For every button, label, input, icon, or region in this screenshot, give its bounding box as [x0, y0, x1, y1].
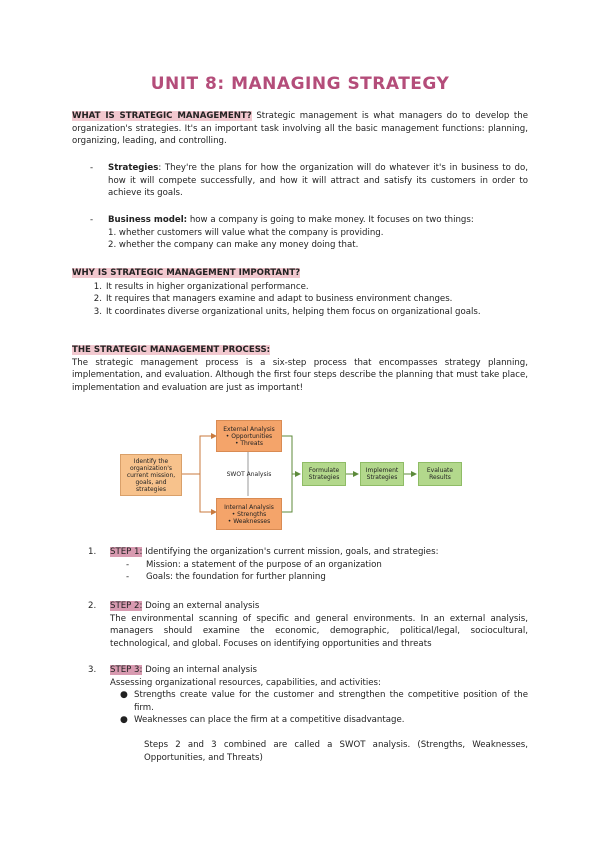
- arrow-to-external: [182, 436, 216, 474]
- step-sub-item: - Mission: a statement of the purpose of an organization: [126, 559, 382, 570]
- process-section: [72, 344, 528, 394]
- arrow-external-to-formulate: [282, 436, 300, 474]
- swot-note: Steps 2 and 3 combined are called a SWOT analysis. (Strengths, Weaknesses, Opportunities, and Threats): [144, 739, 528, 763]
- strategies-term: Strategies: [108, 163, 159, 173]
- why-item: 1. It results in higher organizational performance.: [93, 281, 309, 292]
- why-section: [72, 267, 528, 318]
- strategies-item: [90, 162, 528, 200]
- step-2: 2. STEP 2: Doing an external analysis The environmental scanning of specific and general environments. In an external analysis, managers should examine the economic, demographic, political/legal, sociocultural, technological, and global. Focuses on identifying opportunities and threats: [88, 601, 528, 649]
- process-text: The strategic management process is a six-step process that encompasses strategy planning, implementation, and evaluation. Although the first four steps describe the planning that must take place, implementation and evaluation are just as important!: [72, 357, 528, 393]
- step-3: 3. STEP 3: Doing an internal analysis Assessing organizational resources, capabilities, and activities: ● Strengths create value for the customer and strengthen the competitive position of the firm. ● Weaknesses can place the firm at a competitive disadvantage. Steps 2 and 3 combined are called a SWOT analysis. (Strengths, Weaknesses, Opportunities, and Threats): [88, 665, 528, 763]
- swot-analysis-label: SWOT Analysis: [226, 470, 272, 478]
- step-title: Doing an internal analysis: [142, 665, 257, 675]
- strategies-text: : They're the plans for how the organization will do whatever it's in business to do, how it will compete successfully, and how it will attract and satisfy its customers in order to achieve its goals.: [108, 163, 528, 199]
- step-label: STEP 1:: [110, 547, 143, 557]
- page-title: UNIT 8: MANAGING STRATEGY: [150, 74, 450, 94]
- step-bullet: ● Weaknesses can place the firm at a competitive disadvantage.: [120, 715, 405, 726]
- business-model-text: how a company is going to make money. It focuses on two things:: [187, 215, 474, 225]
- step-sub-item: - Goals: the foundation for further planning: [126, 572, 326, 583]
- step-1: 1. STEP 1: Identifying the organization's current mission, goals, and strategies: - Mission: a statement of the purpose of an organization - Goals: the foundation for further planning: [88, 546, 528, 584]
- step-label: STEP 2:: [110, 601, 143, 611]
- business-model-term: Business model:: [108, 215, 188, 225]
- external-analysis-box: External Analysis • Opportunities • Threats: [216, 420, 282, 452]
- step-title: Identifying the organization's current mission, goals, and strategies:: [142, 547, 439, 557]
- step-label: STEP 3:: [110, 665, 143, 675]
- why-item: 2. It requires that managers examine and adapt to business environment changes.: [93, 294, 453, 305]
- step-text: The environmental scanning of specific and general environments. In an external analysis, managers should examine the economic, demographic, political/legal, sociocultural, technological, and global. Focuses on identifying opportunities and threats: [110, 613, 528, 649]
- identify-box: Identify the organization's current mission, goals, and strategies: [120, 454, 182, 496]
- arrow-to-internal: [200, 474, 216, 512]
- intro-paragraph: [72, 110, 528, 148]
- arrow-internal-to-formulate: [282, 474, 292, 512]
- process-heading: THE STRATEGIC MANAGEMENT PROCESS:: [72, 345, 271, 355]
- step-title: Doing an external analysis: [142, 601, 260, 611]
- implement-strategies-box: Implement Strategies: [360, 462, 404, 486]
- process-diagram: [120, 418, 480, 533]
- business-model-item: [90, 214, 528, 252]
- formulate-strategies-box: Formulate Strategies: [302, 462, 346, 486]
- business-model-line-1: 1. whether customers will value what the company is providing.: [108, 227, 384, 238]
- why-item: 3. It coordinates diverse organizational units, helping them focus on organizational goals.: [93, 306, 481, 317]
- business-model-line-2: 2. whether the company can make any money doing that.: [108, 240, 359, 251]
- step-text: Assessing organizational resources, capabilities, and activities:: [110, 677, 381, 688]
- why-heading: WHY IS STRATEGIC MANAGEMENT IMPORTANT?: [72, 268, 301, 278]
- intro-text: Strategic management is what managers do to develop the organization's strategies. It's an important task involving all the basic management functions: planning, organizing, leading, and controlling.: [72, 111, 528, 147]
- evaluate-results-box: Evaluate Results: [418, 462, 462, 486]
- intro-heading: WHAT IS STRATEGIC MANAGEMENT?: [72, 111, 252, 121]
- dash-marker: -: [90, 163, 94, 173]
- internal-analysis-box: Internal Analysis • Strengths • Weaknesses: [216, 498, 282, 530]
- dash-marker: -: [90, 215, 94, 225]
- step-bullet: ● Strengths create value for the customer and strengthen the competitive position of the firm.: [120, 690, 528, 713]
